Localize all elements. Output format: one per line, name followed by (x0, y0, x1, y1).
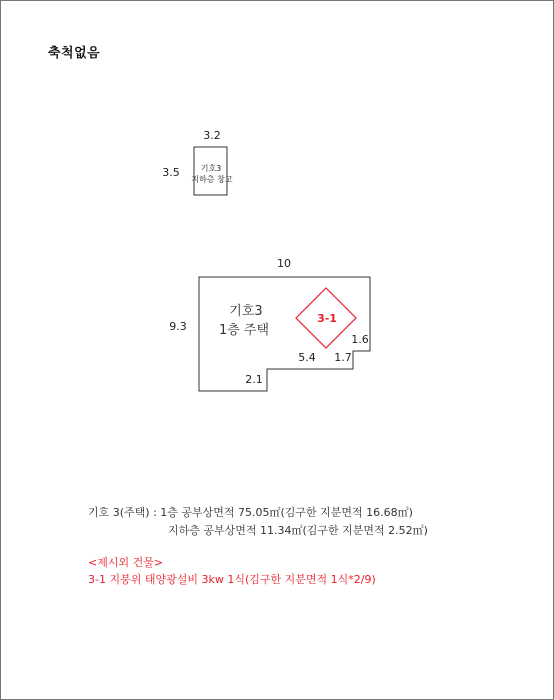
dim-right-step: 1.6 (351, 333, 369, 346)
floor-plan-drawing (1, 1, 553, 501)
dim-step-inner: 5.4 (298, 351, 316, 364)
annex-side-dimension: 3.5 (162, 166, 180, 179)
annex-label-line1: 기호3 (200, 164, 222, 173)
annex-label-line2: 지하층 창고 (191, 175, 233, 184)
dim-bottom-left: 2.1 (245, 373, 263, 386)
dim-step-width: 1.7 (334, 351, 352, 364)
excluded-heading: <제시외 건물> (88, 556, 164, 569)
excluded-buildings (88, 554, 376, 588)
annex-top-dimension: 3.2 (203, 129, 221, 142)
scale-note: 축척없음 (48, 46, 101, 61)
summary-line-1: 기호 3(주택) : 1층 공부상면적 75.05㎡(김구한 지분면적 16.68㎡) (88, 506, 413, 519)
main-label-line1: 기호3 (229, 304, 263, 319)
excluded-line-1: 3-1 지붕위 태양광설비 3kw 1식(김구한 지분면적 1식*2/9) (88, 573, 376, 586)
main-top-dimension: 10 (277, 257, 291, 270)
main-label-line2: 1층 주택 (218, 323, 270, 338)
solar-marker-label: 3-1 (317, 312, 337, 325)
area-summary (88, 504, 428, 540)
summary-line-2: 지하층 공부상면적 11.34㎡(김구한 지분면적 2.52㎡) (168, 524, 428, 537)
main-side-dimension: 9.3 (169, 320, 187, 333)
